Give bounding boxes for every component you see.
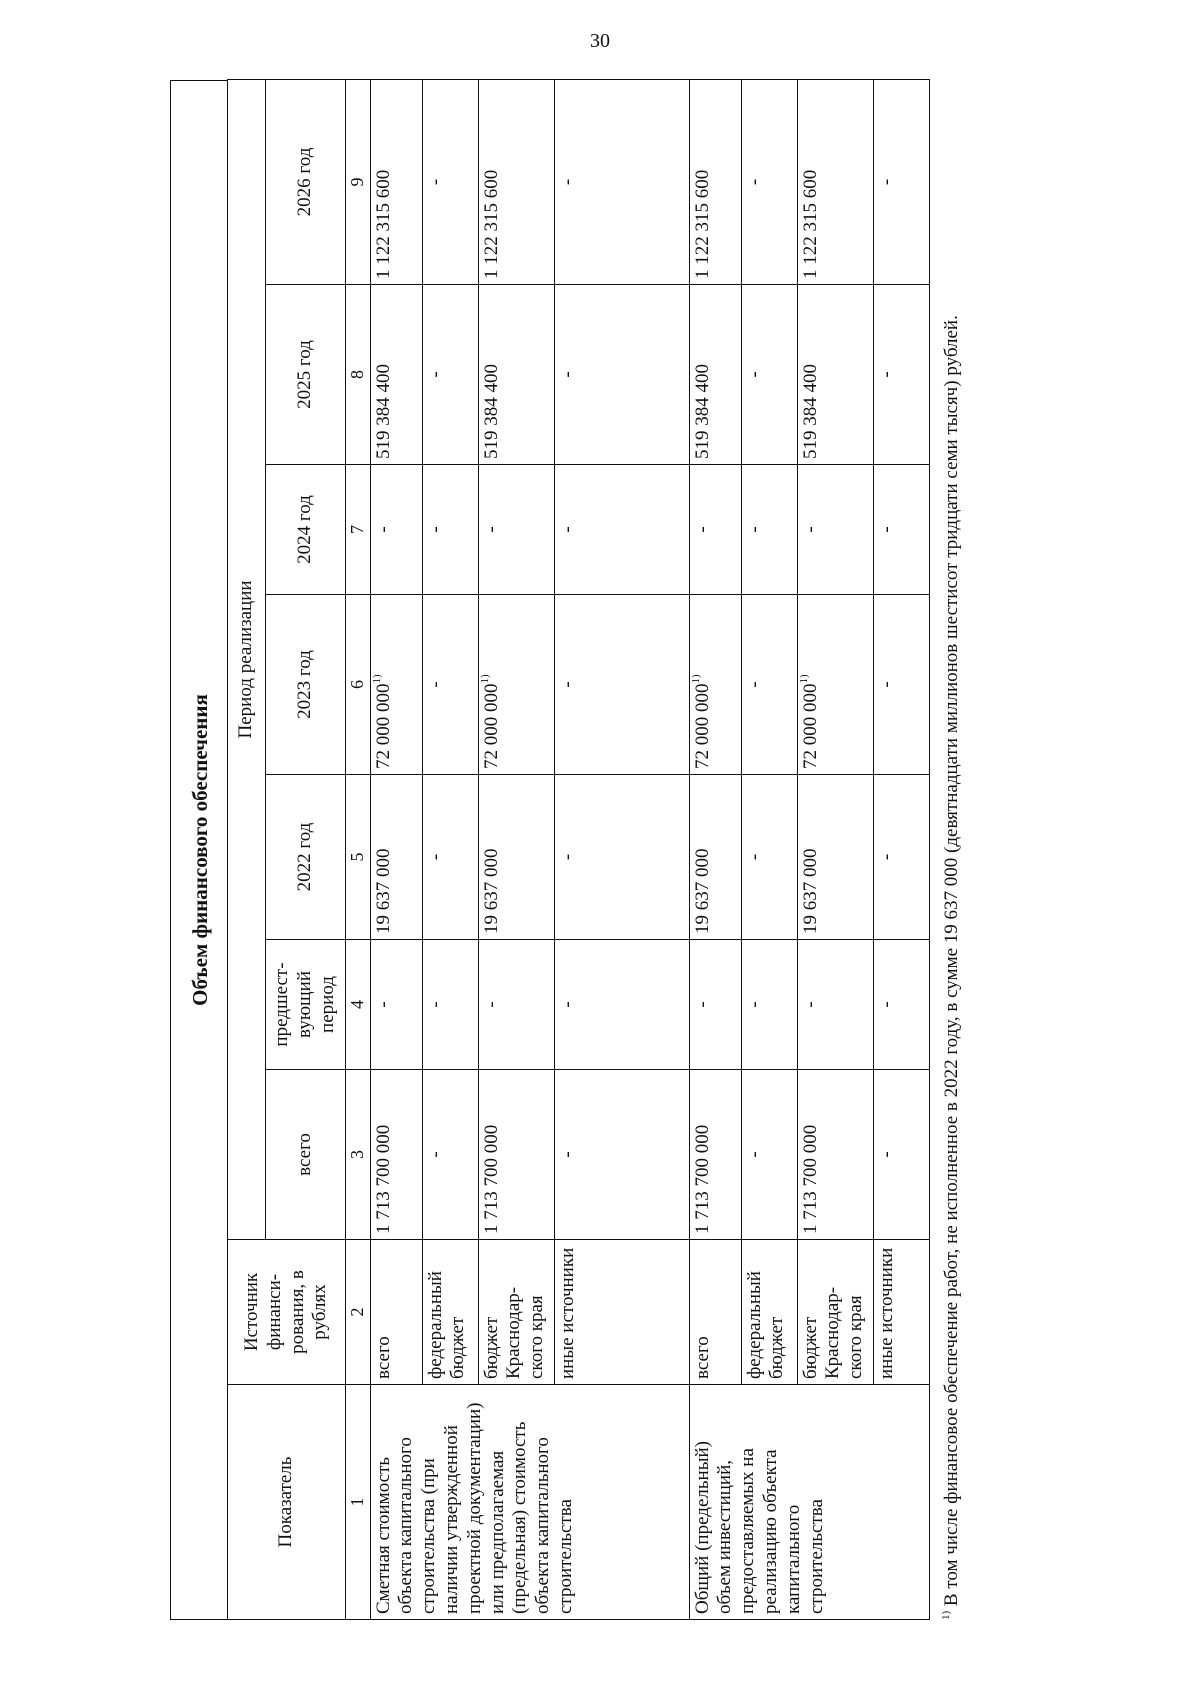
value-total: - <box>741 1070 797 1240</box>
value-2023 <box>478 595 554 775</box>
value-2025: - <box>873 285 929 465</box>
value-2026: - <box>741 79 797 284</box>
value-total: 1 713 700 000 <box>370 1070 422 1240</box>
value-2024: - <box>422 465 478 595</box>
source-cell: федеральный бюджет <box>741 1240 797 1385</box>
col-number: 2 <box>346 1240 371 1385</box>
value-total: - <box>873 1070 929 1240</box>
header-2024: 2024 год <box>266 465 346 595</box>
value-prev: - <box>797 940 873 1070</box>
source-cell: бюджет Краснодар-ского края <box>478 1240 554 1385</box>
table-heading: Объем финансового обеспечения <box>170 80 228 1620</box>
value-2023: - <box>741 595 797 775</box>
value-2024: - <box>370 465 422 595</box>
value-2026: - <box>554 79 689 284</box>
value-2026: - <box>873 79 929 284</box>
value-2025: 519 384 400 <box>478 285 554 465</box>
value-2022: - <box>422 775 478 940</box>
value-2024: - <box>797 465 873 595</box>
source-cell: иные источники <box>554 1240 689 1385</box>
value-2023: - <box>554 595 689 775</box>
value-2022: - <box>741 775 797 940</box>
value-total: - <box>554 1070 689 1240</box>
header-2026: 2026 год <box>266 79 346 284</box>
value-2025: 519 384 400 <box>370 285 422 465</box>
value-prev: - <box>422 940 478 1070</box>
header-period: Период реализации <box>228 79 266 1239</box>
financing-table <box>227 79 930 1620</box>
value-2023: - <box>873 595 929 775</box>
value-2022: 19 637 000 <box>370 775 422 940</box>
value-prev: - <box>370 940 422 1070</box>
header-2025: 2025 год <box>266 285 346 465</box>
col-number: 3 <box>346 1070 371 1240</box>
value-2025: - <box>422 285 478 465</box>
value-2022: 19 637 000 <box>478 775 554 940</box>
footnote-ref: 1) <box>370 674 383 684</box>
value-2025: - <box>741 285 797 465</box>
value-prev: - <box>689 940 741 1070</box>
source-cell: федеральный бюджет <box>422 1240 478 1385</box>
column-number-row <box>346 79 371 1619</box>
footnote-ref: 1) <box>478 674 491 684</box>
footnote-text: В том числе финансовое обеспечение работ, не исполненное в 2022 году, в сумме 19 637 000 (девятнадцати миллионов шестисот тридцати семи тысяч) рублей. <box>941 315 962 1607</box>
value-2023-number: 72 000 000 <box>480 683 502 769</box>
value-2026: 1 122 315 600 <box>478 79 554 284</box>
footnote <box>940 80 964 1620</box>
value-2025: 519 384 400 <box>689 285 741 465</box>
col-number: 7 <box>346 465 371 595</box>
header-prev-period: предшест-вующий период <box>266 940 346 1070</box>
col-number: 5 <box>346 775 371 940</box>
header-2022: 2022 год <box>266 775 346 940</box>
value-2022: - <box>554 775 689 940</box>
value-2024: - <box>689 465 741 595</box>
source-cell: всего <box>689 1240 741 1385</box>
value-2023: - <box>422 595 478 775</box>
value-2024: - <box>873 465 929 595</box>
value-2025: 519 384 400 <box>797 285 873 465</box>
table-row <box>689 79 741 1619</box>
value-prev: - <box>873 940 929 1070</box>
col-number: 4 <box>346 940 371 1070</box>
value-2022: 19 637 000 <box>797 775 873 940</box>
source-cell: бюджет Краснодар-ского края <box>797 1240 873 1385</box>
value-2022: - <box>873 775 929 940</box>
indicator-cost: Сметная стоимость объекта капитального строительства (при наличии утвержденной проектной документации) или предполагаемая (предельная) стоимость объекта капитального строительства <box>370 1385 689 1620</box>
value-2023-number: 72 000 000 <box>372 683 394 769</box>
value-2023-number: 72 000 000 <box>799 683 821 769</box>
value-2023 <box>370 595 422 775</box>
source-cell: иные источники <box>873 1240 929 1385</box>
indicator-investment: Общий (предельный) объем инвестиций, предоставляемых на реализацию объекта капитального строительства <box>689 1385 929 1620</box>
value-2024: - <box>554 465 689 595</box>
rotated-table-block <box>170 80 1070 1620</box>
table-row <box>370 79 422 1619</box>
value-prev: - <box>741 940 797 1070</box>
value-2026: 1 122 315 600 <box>689 79 741 284</box>
value-2024: - <box>741 465 797 595</box>
value-2026: 1 122 315 600 <box>370 79 422 284</box>
value-total: 1 713 700 000 <box>797 1070 873 1240</box>
value-total: 1 713 700 000 <box>478 1070 554 1240</box>
col-number: 9 <box>346 79 371 284</box>
value-2023 <box>689 595 741 775</box>
col-number: 1 <box>346 1385 371 1620</box>
col-number: 6 <box>346 595 371 775</box>
value-prev: - <box>554 940 689 1070</box>
page-number: 30 <box>590 30 610 52</box>
value-2023 <box>797 595 873 775</box>
value-total: - <box>422 1070 478 1240</box>
header-2023: 2023 год <box>266 595 346 775</box>
header-indicator: Показатель <box>228 1385 346 1620</box>
source-cell: всего <box>370 1240 422 1385</box>
header-total: всего <box>266 1070 346 1240</box>
value-2024: - <box>478 465 554 595</box>
value-2025: - <box>554 285 689 465</box>
value-prev: - <box>478 940 554 1070</box>
footnote-ref: 1) <box>797 674 810 684</box>
value-2026: 1 122 315 600 <box>797 79 873 284</box>
header-source: Источник финанси-рования, в рублях <box>228 1240 346 1385</box>
value-2022: 19 637 000 <box>689 775 741 940</box>
footnote-marker: 1) <box>940 1610 952 1620</box>
value-total: 1 713 700 000 <box>689 1070 741 1240</box>
footnote-ref: 1) <box>689 674 702 684</box>
col-number: 8 <box>346 285 371 465</box>
value-2023-number: 72 000 000 <box>691 683 713 769</box>
value-2026: - <box>422 79 478 284</box>
